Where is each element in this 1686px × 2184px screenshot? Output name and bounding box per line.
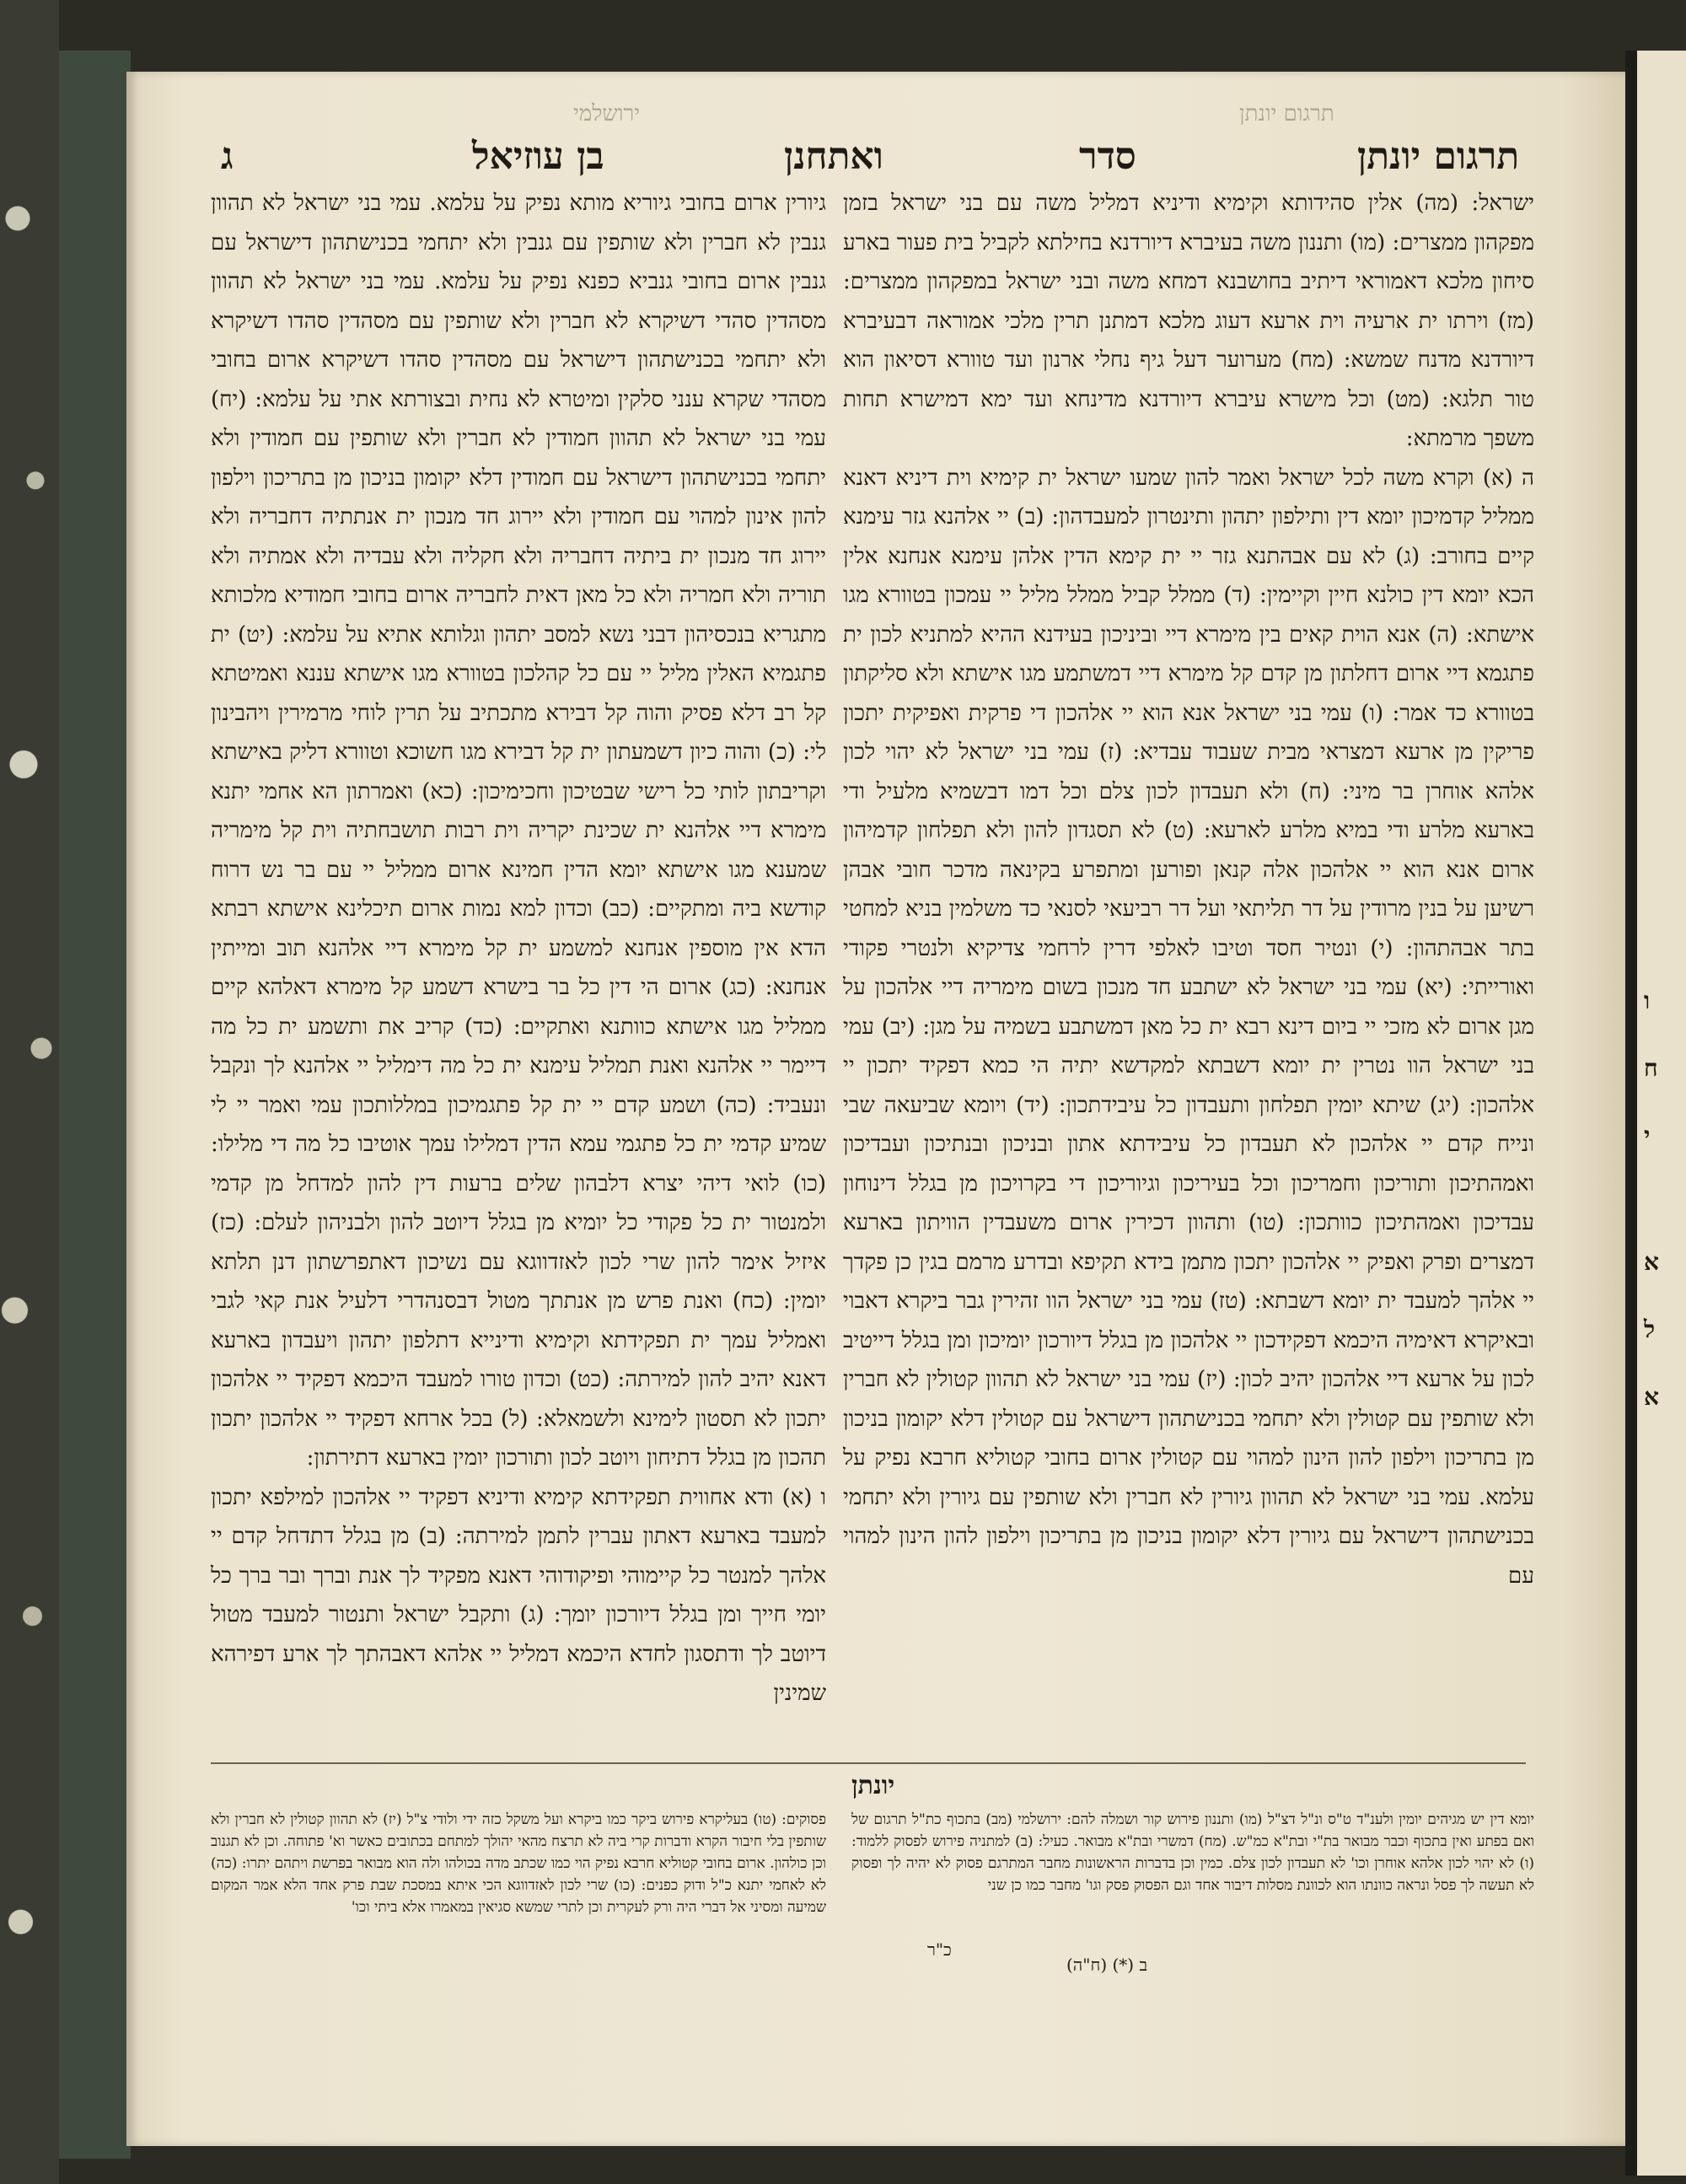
faint-header-left: ירושלמי <box>573 101 641 126</box>
text-column-left <box>211 184 826 1713</box>
footnote-divider <box>211 1762 1526 1764</box>
adjacent-page-edge: ו ח י א ל א <box>1637 51 1686 2176</box>
footnote-heading: יונתן <box>851 1771 895 1800</box>
header-page-letter: ג <box>221 135 234 178</box>
header-parasha: ואתחנן <box>784 135 883 178</box>
paragraph: ה (א) וקרא משה לכל ישראל ואמר להון שמעו ישראל ית קימיא וית דיניא דאנא ממליל קדמיכון יומא דין ותילפון יתהון ותינטרון למעבדהון: (ב) יי אלהנא גזר עימנא קיים בחורב: (ג) לא עם אבהתנא גזר יי ית קימא הדין אלהן עימנא אנחנא אלין הכא יומא דין כולנא חיין וקיימין: (ד) ממלל קביל ממלל מליל יי עמכון בטוורא מגו אישתא: (ה) אנא הוית קאים בין מימרא דיי וביניכון בעידנא ההיא למתניא לכון ית פתגמא דיי ארום דחלתון מן קדם קל מימרא דיי דמשתמע מגו אישתא ולא סליקתון בטוורא כד אמר: (ו) עמי בני ישראל אנא הוא יי אלהכון די פרקית ואפיקית יתכון פריקין מן ארעא דמצראי מבית שעבוד עבדיא: (ז) עמי בני ישראל לא יהוי לכון אלהא אוחרן בר מיני: (ח) ולא תעבדון לכון צלם וכל דמו דבשמיא מלעיל ודי בארעא מלרע ודי במיא מלרע לארעא: (ט) לא תסגדון להון ולא תפלחון קדמיהון ארום אנא הוא יי אלהכון אלה קנאן ופורען ומתפרע בקינאה מדכר חובי אבהן רשיען על בנין מרודין על דר תליתאי ועל דר רביעאי לסנאי כד משלמין בניא למחטי בתר אבהתהון: (י) ונטיר חסד וטיבו לאלפי דרין לרחמי צדיקיא ולנטרי פקודי ואורייתי: (יא) עמי בני ישראל לא ישתבע חד מנכון בשום מימריה דיי אלהכון על מגן ארום לא מזכי יי ביום דינא רבא ית כל מאן דמשתבע בשמיה על מגן: (יב) עמי בני ישראל הוו נטרין ית יומא דשבתא למקדשא יתיה הי כמא דפקיד יתכון יי אלהכון: (יג) שיתא יומין תפלחון ותעבדון כל עיבידתכון: (יד) ויומא שביעאה שבי ונייח קדם יי אלהכון לא תעבדון כל עיבידתא אתון ובניכון ובנתיכון ועבדיכון ואמהתיכון ותוריכון וחמריכון וכל בעיריכון וגיוריכון די בקרויכון מן בגלל דינוחון עבדיכון ואמהתיכון כוותכון: (טו) ותהוון דכירין ארום משעבדין הוויתון בארעא דמצרים ופרק ואפיק יי אלהכון יתכון מתמן בידא תקיפא ובדרע מרמם בגין כן פקדך יי אלהך למעבד ית יומא דשבתא: (טז) עמי בני ישראל הוו זהירין גבר ביקרא דאבוי ובאיקרא דאימיה היכמא דפקידכון יי אלהכון מן בגלל דיורכון יומיכון ומן בגלל דייטיב לכון על ארעא דיי אלהכון יהיב לכון: (יז) עמי בני ישראל לא תהוון קטולין לא חברין ולא שותפין עם קטולין ולא יתחמי בכנישתהון דישראל עם קטולין דלא יקומון בניכון מן בתריכון וילפון להון הינון למהוי עם קטולין ארום בחובי קטוליא חרבא נפיק על עלמא. עמי בני ישראל לא תהוון גיורין לא חברין ולא שותפין עם גיורין ולא יתחמי בכנישתהון דישראל עם גיורין דלא יקומון בניכון מן בתריכון וילפון להון הינון למהוי עם <box>843 465 1534 1589</box>
paragraph: גיורין ארום בחובי גיוריא מותא נפיק על עלמא. עמי בני ישראל לא תהוון גנבין לא חברין ולא שותפין עם גנבין ולא יתחמי בכנישתהון דישראל עם גנבין ארום בחובי גנביא כפנא נפיק על עלמא. עמי בני ישראל לא תהוון מסהדין סהדי דשיקרא לא חברין ולא שותפין עם מסהדין סהדו דשיקרא ולא יתחמי בכנישתהון דישראל עם מסהדין סהדו דשיקרא ארום בחובי מסהדי שקרא ענני סלקין ומיטרא לא נחית ובצורתא אתי על עלמא: (יח) עמי בני ישראל לא תהוון חמודין לא חברין ולא שותפין עם חמודין ולא יתחמי בכנישתהון דישראל עם חמודין דלא יקומון בניכון מן בתריכון וילפון להון אינון למהוי עם חמודין ולא יירוג חד מנכון ית אנתתיה דחבריה ולא יירוג חד מנכון ית ביתיה דחבריה ולא חקליה ולא עבדיה ולא אמתיה ולא תוריה ולא חמריה ולא כל מאן דאית לחבריה ארום בחובי חמודיא מלכותא מתגריא בנכסיהון דבני נשא למסב יתהון וגלותא אתיא על עלמא: (יט) ית פתגמיא האלין מליל יי עם כל קהלכון בטוורא מגו אישתא עננא ואמיטתא קל רב דלא פסיק והוה קל דבירא מתכתיב על תרין לוחי מרמירין ויהבינון לי: (כ) והוה כיון דשמעתון ית קל דבירא מגו חשוכא וטוורא דליק באישתא וקריבתון לותי כל רישי שבטיכון וחכימיכון: (כא) ואמרתון הא אחמי יתנא מימרא דיי אלהנא ית שכינת יקריה וית רבות תושבחתיה וית קל מימריה שמענא מגו אישתא יומא הדין חמינא ארום ממליל יי עם בר נש דרוח קודשא ביה ומתקיים: (כב) וכדון למא נמות ארום תיכלינא אישתא רבתא הדא אין מוספין אנחנא למשמע ית קל מימרא דיי אלהנא תוב ומייתין אנחנא: (כג) ארום הי דין כל בר בישרא דשמע קל מימרא דאלהא קיים ממליל מגו אישתא כוותנא ואתקיים: (כד) קריב את ותשמע ית כל מה דיימר יי אלהנא ואנת תמליל עימנא ית כל מה דימליל יי אלהנא לך ונקבל ונעביד: (כה) ושמע קדם יי ית קל פתגמיכון במללותכון עמי ואמר יי לי שמיע קדמי ית כל פתגמי עמא הדין דמלילו עמך אוטיבו כל מה די מלילו: (כו) לואי דיהי יצרא דלבהון שלים ברעות דין להון למדחל מן קדמי ולמנטור ית כל פקודי כל יומיא מן בגלל דיוטב להון ולבניהון לעלם: (כז) איזיל אימר להון שרי לכון לאזדווגא עם נשיכון דאתפרשתון דנן תלתא יומין: (כח) ואנת פרש מן אנתתך מטול דבסנהדרי דלעיל אנת קאי לגבי ואמליל עמך ית תפקידתא וקימיא ודינייא דתלפון יתהון ויעבדון בארעא דאנא יהיב להון למירתה: (כט) וכדון טורו למעבד היכמא דפקיד יי אלהכון יתכון לא תסטון לימינא ולשמאלא: (ל) בכל ארחא דפקיד יי אלהכון יתכון תהכון מן בגלל דתיחון ויוטב לכון ותורכון יומין בארעא דתירתון: <box>211 191 826 1471</box>
header-left-title: בן עוזיאל <box>472 135 604 178</box>
text-column-right <box>843 184 1534 1595</box>
header-right-title: תרגום יונתן <box>1357 135 1520 178</box>
cover-board <box>59 51 131 2159</box>
footnotes-right: יומא דין יש מגיהים יומין ולענ"ד ט"ס ונ"ל דצ"ל (מו) ותננון פירוש קור ושמלה להם: ירושלמי (מב) בתכוף כת"ל תרגום של ואם בפתע ואין בתכוף וכבר מבואר בת"י ובת"א כמ"ש. (מח) דמשרי ובת"א מבואר. כעיל: (ב) למתניה פירוש לפסוק ללמוד: (ו) לא יהוי לכון אלהא אוחרן וכו' לא תעבדון לכון צלם. כמין וכן בדברות הראשונות מחבר המתרגם פסוק לא יהיה לך ופסוק לא תעשה לך פסל ונראה כוונתו הוא לכוונת מסלות דיבור אחד וגם הפסוק פסק וגו' מחבר כמו כן שני <box>851 1811 1534 1894</box>
signature-mark: ב (*) (ח"ה) <box>1066 1955 1148 1975</box>
faint-header-right: תרגום יונתן <box>1239 101 1334 126</box>
paragraph: ישראל: (מה) אלין סהידותא וקימיא ודיניא דמליל משה עם בני ישראל בזמן מפקהון ממצרים: (מו) ותננון משה בעיברא דיורדנא בחילתא לקביל בית פעור בארע סיחון מלכא דאמוראי דיתיב בחושבנא דמחא משה ובני ישראל במפקהון ממצרים: (מז) וירתו ית ארעיה וית ארעא דעוג מלכא דמתנן תרין מלכי אמוראה דבעיברא דיורדנא מדנח שמשא: (מח) מערוער דעל גיף נחלי ארנון ועד טוורא דסיאון הוא טור תלגא: (מט) וכל מישרא עיברא דיורדנא מדינחא ועד ימא דמישרא תחות משפך מרמתא: <box>843 191 1534 451</box>
page-gutter <box>1625 51 1637 2176</box>
footnotes-left: פסוקים: (טו) בעליקרא פירוש ביקר כמו ביקרא ועל משקל כזה ידי ולודי צ"ל (יז) לא תהוון קטולין לא חברין ולא שותפין בלי חיבור הקרא ודברות קרי ביה לא תרצח מהאי יהולך למתחם בכתובים כאשר וא' פתוחה. וכן לא תגנוב וכן כולהון. ארום בחובי קטוליא חרבא נפיק הוי כמו שכתב מדה בכולהו ולה הוא מבואר בפרשת ויתהם יתרו: (כה) לא לאחמי יתנא כ"ל ודוק כפנים: (כו) שרי לכון לאזדווגא הכי איתא במסכת שבת פרק אחד הלא אמר המקום שמיעה ומסיני אל דברי היה ורק לעקרית וכן לתרי שמשא סגיאין במאמרו אלא ביתי וכו' <box>211 1811 826 1916</box>
header-seder: סדר <box>1079 135 1136 178</box>
signature: כ"ר <box>927 1939 952 1960</box>
paragraph: ו (א) ודא אחווית תפקידתא קימיא ודיניא דפקיד יי אלהכון למילפא יתכון למעבד בארעא דאתון עברין לתמן למירתה: (ב) מן בגלל דתדחל קדם יי אלהך למנטר כל קיימוהי ופיקודוהי דאנא מפקיד לך אנת וברך ובר ברך כל יומי חייך ומן בגלל דיורכון יומך: (ג) ותקבל ישראל ותנטור למעבד מטול דיוטב לך ודתסגון לחדא היכמא דמליל יי אלהא דאבהתך לך ארע דפירהא שמינין <box>211 1484 826 1706</box>
book-binding <box>0 0 59 2184</box>
